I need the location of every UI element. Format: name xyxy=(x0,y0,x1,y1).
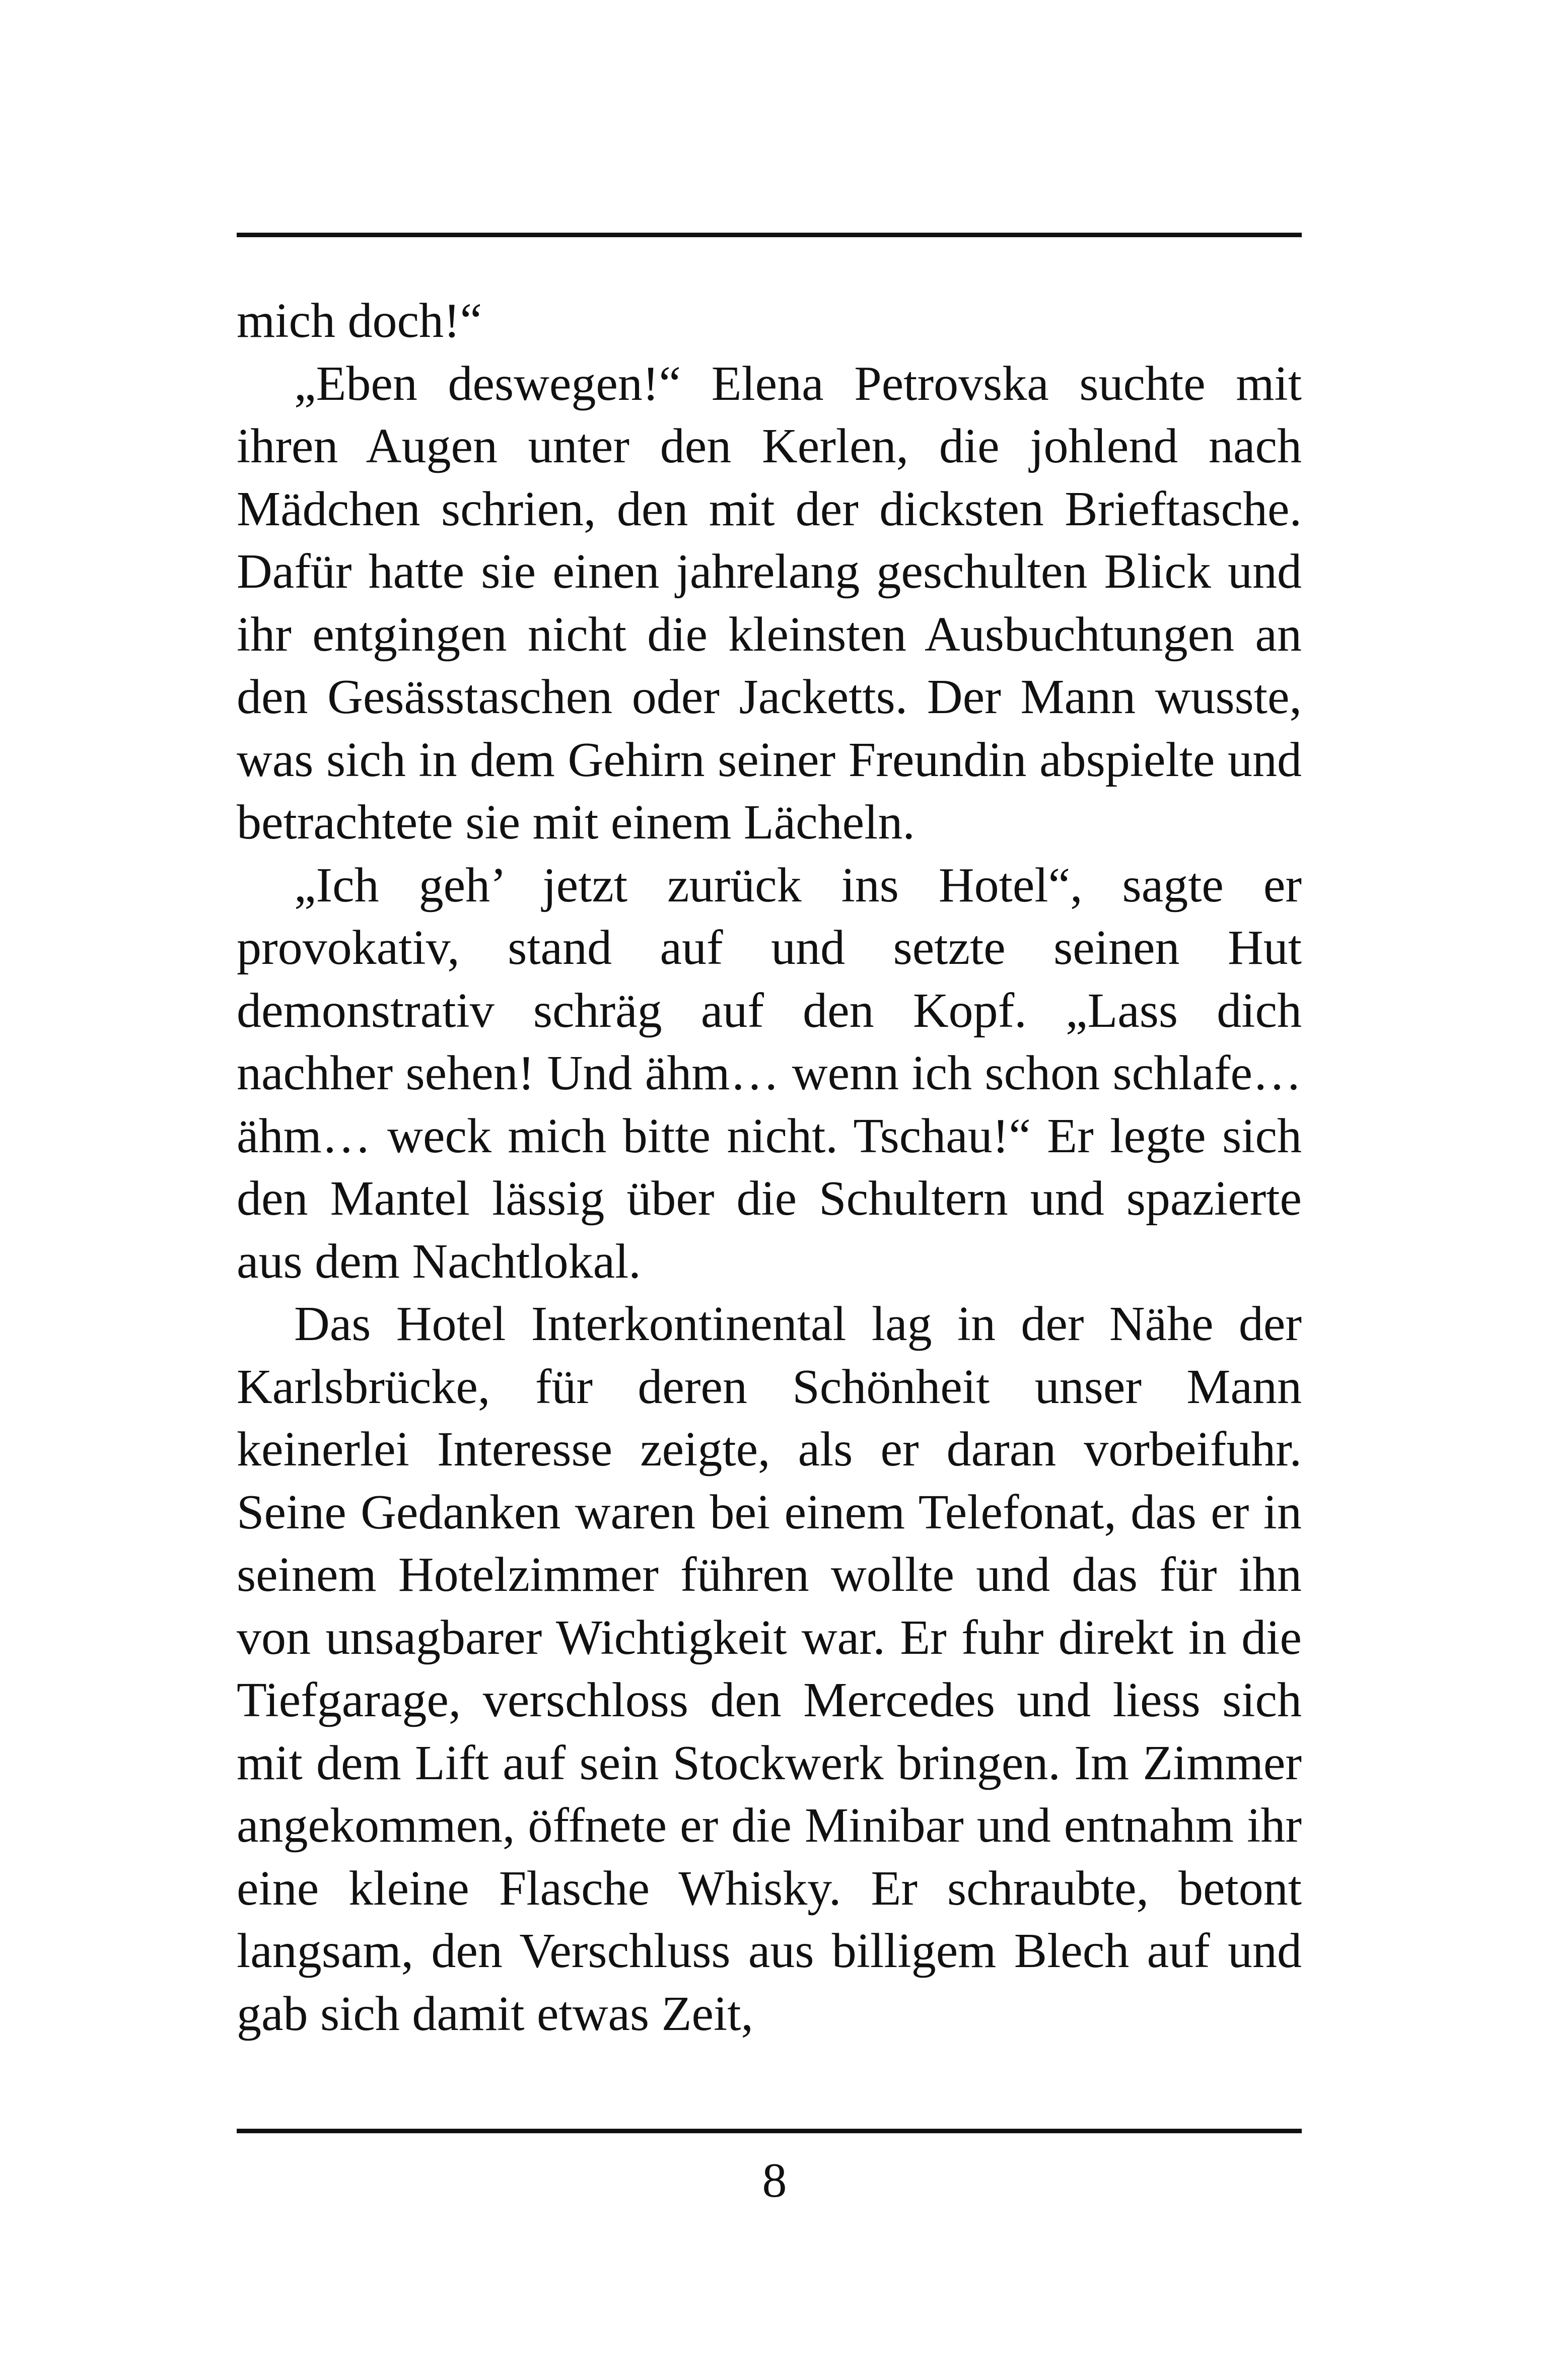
paragraph-3: „Ich geh’ jetzt zurück ins Hotel“, sagte er provokativ, stand auf und setzte seinen Hut demonstrativ schräg auf den Kopf. „Lass dich nachher sehen! Und ähm… wenn ich schon schlafe… ähm… weck mich bitte nicht. Tschau!“ Er legte sich den Mantel lässig über die Schultern und spazierte aus dem Nachtlokal. xyxy=(237,858,1302,1289)
body-text xyxy=(237,290,1302,2045)
paragraph-1: mich doch!“ xyxy=(237,294,482,348)
page-number: 8 xyxy=(762,2153,787,2208)
paragraph-2: „Eben deswegen!“ Elena Petrovska suchte mit ihren Augen unter den Kerlen, die johlend nach Mädchen schrien, den mit der dicksten Brieftasche. Dafür hatte sie einen jahrelang geschulten Blick und ihr entgingen nicht die kleinsten Ausbuchtungen an den Gesässtaschen oder Jacketts. Der Mann wusste, was sich in dem Gehirn seiner Freundin abspielte und betrachtete sie mit einem Lächeln. xyxy=(237,356,1302,850)
header-rule xyxy=(237,233,1302,237)
paragraph-4: Das Hotel Interkontinental lag in der Nähe der Karlsbrücke, für deren Schönheit unser Mann keinerlei Interesse zeigte, als er daran vorbeifuhr. Seine Gedanken waren bei einem Telefonat, das er in seinem Hotelzimmer führen wollte und das für ihn von unsagbarer Wichtigkeit war. Er fuhr direkt in die Tiefgarage, verschloss den Mercedes und liess sich mit dem Lift auf sein Stockwerk bringen. Im Zimmer angekommen, öffnete er die Minibar und entnahm ihr eine kleine Flasche Whisky. Er schraubte, betont langsam, den Verschluss aus billigem Blech auf und gab sich damit etwas Zeit, xyxy=(237,1297,1302,2041)
footer-rule xyxy=(237,2129,1302,2133)
